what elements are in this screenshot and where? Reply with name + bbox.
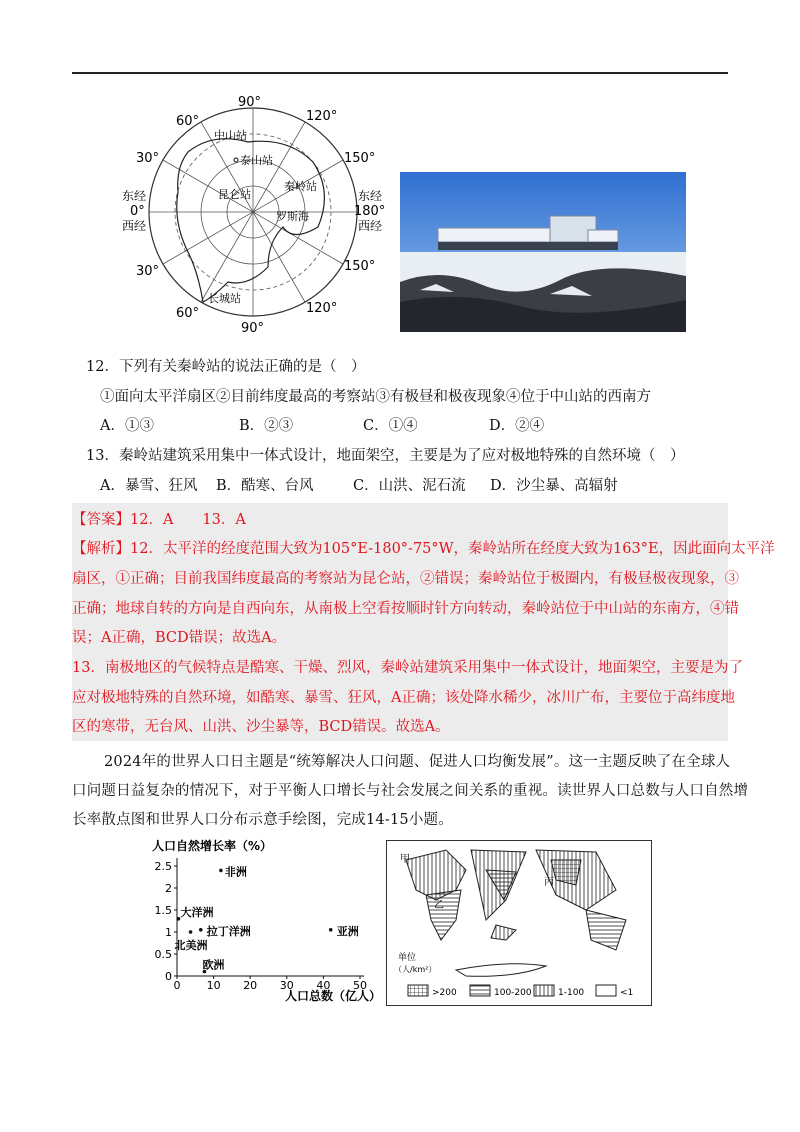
map-label: 90° bbox=[241, 321, 265, 336]
map-label: 东经 bbox=[358, 189, 383, 203]
y-tick-label: 0 bbox=[165, 970, 172, 983]
x-tick-label: 20 bbox=[243, 979, 258, 992]
scatter-point-label: 大洋洲 bbox=[180, 905, 214, 919]
x-tick-label: 10 bbox=[206, 979, 221, 992]
station-zhongshan: 中山站 bbox=[214, 129, 247, 142]
analysis-line: 正确；地球自转的方向是自西向东，从南极上空看按顺时针方向转动，秦岭站位于中山站的东南方，④错 bbox=[72, 601, 739, 617]
map-label: 东经 bbox=[122, 189, 147, 203]
passage-line: 2024年的世界人口日主题是“统筹解决人口问题、促进人口均衡发展”。这一主题反映了在全球人 bbox=[104, 754, 731, 770]
station-taishan: 泰山站 bbox=[240, 154, 273, 167]
analysis-line: 应对极地特殊的自然环境，如酷寒、暴雪、狂风，A正确；该处降水稀少，冰川广布，主要位于高纬度地 bbox=[72, 690, 735, 706]
q12-option-a[interactable]: A．①③ bbox=[100, 418, 154, 434]
map-label: 150° bbox=[344, 259, 376, 274]
x-tick-label: 50 bbox=[353, 979, 367, 992]
analysis-line: 13．南极地区的气候特点是酷寒、干燥、烈风，秦岭站建筑采用集中一体式设计，地面架空，主要是为了 bbox=[72, 660, 743, 676]
q12-option-d[interactable]: D．②④ bbox=[489, 418, 545, 434]
legend-swatch-gt200 bbox=[408, 985, 428, 996]
map-label: 150° bbox=[344, 151, 376, 166]
map-label: 60° bbox=[176, 306, 200, 321]
map-label-ross-sea: 罗斯海 bbox=[276, 210, 309, 223]
map-label: 60° bbox=[176, 114, 200, 129]
map-label: 西经 bbox=[358, 219, 383, 233]
map-region-bing: 丙 bbox=[544, 877, 554, 888]
legend-swatch-100-200 bbox=[470, 985, 490, 996]
q13-option-d[interactable]: D．沙尘暴、高辐射 bbox=[490, 478, 618, 494]
population-density-map bbox=[386, 840, 652, 1006]
chart-ylabel: 人口自然增长率（%） bbox=[152, 839, 273, 853]
y-tick-label: 2 bbox=[165, 882, 172, 895]
map-region-yi: 乙 bbox=[434, 900, 444, 911]
scatter-point bbox=[189, 930, 193, 934]
x-tick-label: 0 bbox=[173, 979, 181, 992]
map-region-jia: 甲 bbox=[400, 854, 410, 865]
map-label: 120° bbox=[306, 301, 338, 316]
q12-stem: 12．下列有关秦岭站的说法正确的是（ ） bbox=[86, 359, 366, 375]
scatter-point bbox=[219, 869, 223, 873]
q13-option-c[interactable]: C．山洪、泥石流 bbox=[353, 478, 466, 494]
map-label: 30° bbox=[136, 151, 160, 166]
map-label: 90° bbox=[238, 95, 262, 110]
analysis-line: 【解析】12．太平洋的经度范围大致为105°E-180°-75°W，秦岭站所在经度大致为163°E，因此面向太平洋 bbox=[72, 541, 775, 557]
answer-line: 【答案】12．A 13．A bbox=[72, 512, 246, 528]
scatter-point-label: 非洲 bbox=[224, 865, 247, 879]
scatter-point-label: 亚洲 bbox=[336, 924, 359, 938]
legend-swatch-1-100 bbox=[534, 985, 554, 996]
legend-label: 1-100 bbox=[558, 988, 585, 998]
legend-label: <1 bbox=[620, 988, 634, 998]
map-unit: （人/km²） bbox=[394, 965, 437, 974]
station-qinling: 秦岭站 bbox=[284, 180, 317, 193]
x-tick-label: 30 bbox=[279, 979, 294, 992]
map-label: 120° bbox=[306, 109, 338, 124]
q12-option-b[interactable]: B．②③ bbox=[239, 418, 294, 434]
y-tick-label: 1 bbox=[165, 926, 172, 939]
antarctic-map bbox=[118, 92, 390, 338]
scatter-point bbox=[329, 928, 333, 932]
q13-option-b[interactable]: B．酷寒、台风 bbox=[216, 478, 314, 494]
map-unit-label: 单位 bbox=[398, 953, 417, 963]
scatter-point-label: 北美洲 bbox=[174, 939, 208, 952]
map-label: 180° bbox=[354, 204, 386, 219]
legend-label: 100-200 bbox=[494, 988, 532, 998]
qinling-station-photo bbox=[400, 172, 686, 332]
legend-label: >200 bbox=[432, 988, 457, 998]
scatter-point-label: 欧洲 bbox=[202, 958, 225, 972]
analysis-line: 扇区，①正确；目前我国纬度最高的考察站为昆仑站，②错误；秦岭站位于极圈内，有极昼极夜现象，③ bbox=[72, 571, 739, 587]
station-kunlun: 昆仑站 bbox=[218, 188, 251, 201]
scatter-chart bbox=[150, 836, 385, 1006]
map-label: 西经 bbox=[122, 219, 147, 233]
analysis-line: 误；A正确，BCD错误；故选A。 bbox=[72, 630, 287, 646]
q12-option-c[interactable]: C．①④ bbox=[363, 418, 418, 434]
y-tick-label: 2.5 bbox=[154, 860, 172, 873]
chart-xlabel: 人口总数（亿人） bbox=[285, 989, 382, 1003]
y-tick-label: 0.5 bbox=[154, 948, 172, 961]
station-changcheng: 长城站 bbox=[208, 292, 241, 305]
map-label: 30° bbox=[136, 264, 160, 279]
x-tick-label: 40 bbox=[316, 979, 331, 992]
q13-stem: 13．秦岭站建筑采用集中一体式设计，地面架空，主要是为了应对极地特殊的自然环境（ ） bbox=[86, 448, 685, 464]
passage-line: 口问题日益复杂的情况下，对于平衡人口增长与社会发展之间关系的重视。读世界人口总数与人口自然增 bbox=[72, 783, 749, 799]
header-rule bbox=[72, 72, 728, 74]
scatter-point bbox=[199, 928, 203, 932]
scatter-point-label: 拉丁洋洲 bbox=[206, 924, 251, 938]
y-tick-label: 1.5 bbox=[154, 904, 172, 917]
passage-line: 长率散点图和世界人口分布示意手绘图，完成14-15小题。 bbox=[72, 812, 453, 828]
q13-option-a[interactable]: A．暴雪、狂风 bbox=[100, 478, 198, 494]
legend-swatch-lt1 bbox=[596, 985, 616, 996]
q12-items: ①面向太平洋扇区②目前纬度最高的考察站③有极昼和极夜现象④位于中山站的西南方 bbox=[100, 389, 651, 405]
map-label: 0° bbox=[130, 204, 145, 219]
analysis-line: 区的寒带，无台风、山洪、沙尘暴等，BCD错误。故选A。 bbox=[72, 719, 450, 735]
